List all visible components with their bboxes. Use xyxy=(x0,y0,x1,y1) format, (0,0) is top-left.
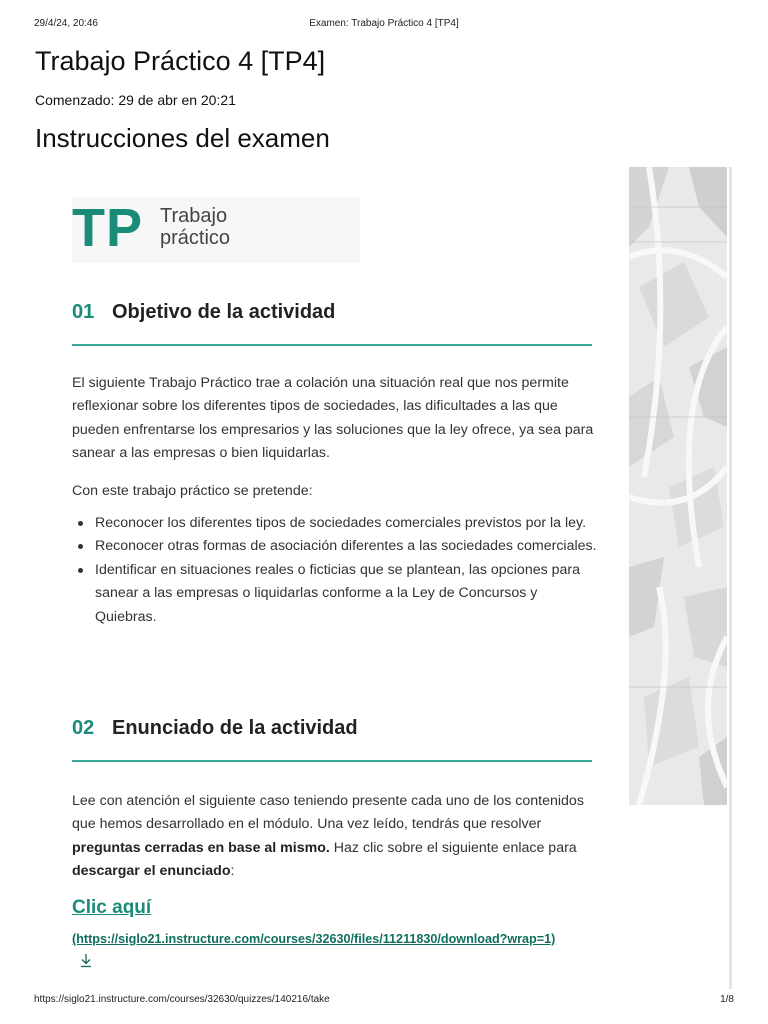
decorative-side-image xyxy=(629,167,727,805)
list-item: Reconocer otras formas de asociación diferentes a las sociedades comerciales. xyxy=(72,535,597,558)
objective-pretend: Con este trabajo práctico se pretende: xyxy=(72,483,313,499)
section-divider xyxy=(72,760,592,762)
section-number: 01 xyxy=(72,301,95,323)
objective-bullet-list xyxy=(72,512,597,629)
download-link-url[interactable] xyxy=(72,928,572,972)
started-info xyxy=(35,92,236,108)
print-date: 29/4/24, 20:46 xyxy=(34,18,98,29)
section-heading-title: Objetivo de la actividad xyxy=(112,301,336,323)
download-link-label[interactable]: Clic aquí xyxy=(72,897,152,918)
section-heading-title: Enunciado de la actividad xyxy=(112,717,358,739)
list-item: Identificar en situaciones reales o ficticias que se plantean, las opciones para sanear a las empresas o liquidarlas conforme a la Ley de Concursos y Quiebras. xyxy=(72,559,597,629)
objective-intro: El siguiente Trabajo Práctico trae a colación una situación real que nos permite reflexionar sobre los diferentes tipos de sociedades, las dificultades a las que pueden enfrentarse los empresarios y las soluciones que la ley ofrece, ya sea para sanear a las empresas o bien liquidarlas. xyxy=(72,375,594,462)
tp-word-1: Trabajo xyxy=(160,205,228,227)
print-header xyxy=(34,18,734,32)
print-page-number: 1/8 xyxy=(720,994,734,1005)
statement-text-1: Lee con atención el siguiente caso teniendo presente cada uno de los contenidos que hemos desarrollado en el módulo. Una vez leído, tendrás que resolver xyxy=(72,793,584,833)
started-value: 29 de abr en 20:21 xyxy=(118,92,236,108)
architecture-pattern-image xyxy=(629,167,727,805)
section-heading-objetivo xyxy=(72,301,592,349)
scrollbar-track[interactable] xyxy=(729,167,732,989)
section-heading-enunciado xyxy=(72,717,592,765)
page-title: Trabajo Práctico 4 [TP4] xyxy=(35,46,326,76)
section-number: 02 xyxy=(72,717,95,739)
instructions-title: Instrucciones del examen xyxy=(35,123,330,153)
print-url: https://siglo21.instructure.com/courses/32630/quizzes/140216/take xyxy=(34,994,330,1005)
print-footer xyxy=(34,994,734,1008)
tp-logo-mark: TP xyxy=(72,198,144,258)
tp-logo-words xyxy=(160,205,230,249)
statement-bold-2: descargar el enunciado xyxy=(72,863,231,880)
download-link-url-text[interactable]: (https://siglo21.instructure.com/courses/32630/files/11211830/download?wrap=1) xyxy=(72,932,556,946)
list-item: Reconocer los diferentes tipos de sociedades comerciales previstos por la ley. xyxy=(72,512,597,535)
tp-banner xyxy=(72,197,360,263)
statement-bold-1: preguntas cerradas en base al mismo. xyxy=(72,839,330,856)
print-title: Examen: Trabajo Práctico 4 [TP4] xyxy=(309,18,459,29)
download-icon[interactable] xyxy=(78,952,94,968)
statement-paragraph xyxy=(72,790,597,884)
statement-text-2: Haz clic sobre el siguiente enlace para xyxy=(329,839,577,856)
statement-text-3: : xyxy=(230,863,235,880)
tp-word-2: práctico xyxy=(160,227,231,249)
section-divider xyxy=(72,344,592,346)
started-label: Comenzado: xyxy=(35,92,115,108)
